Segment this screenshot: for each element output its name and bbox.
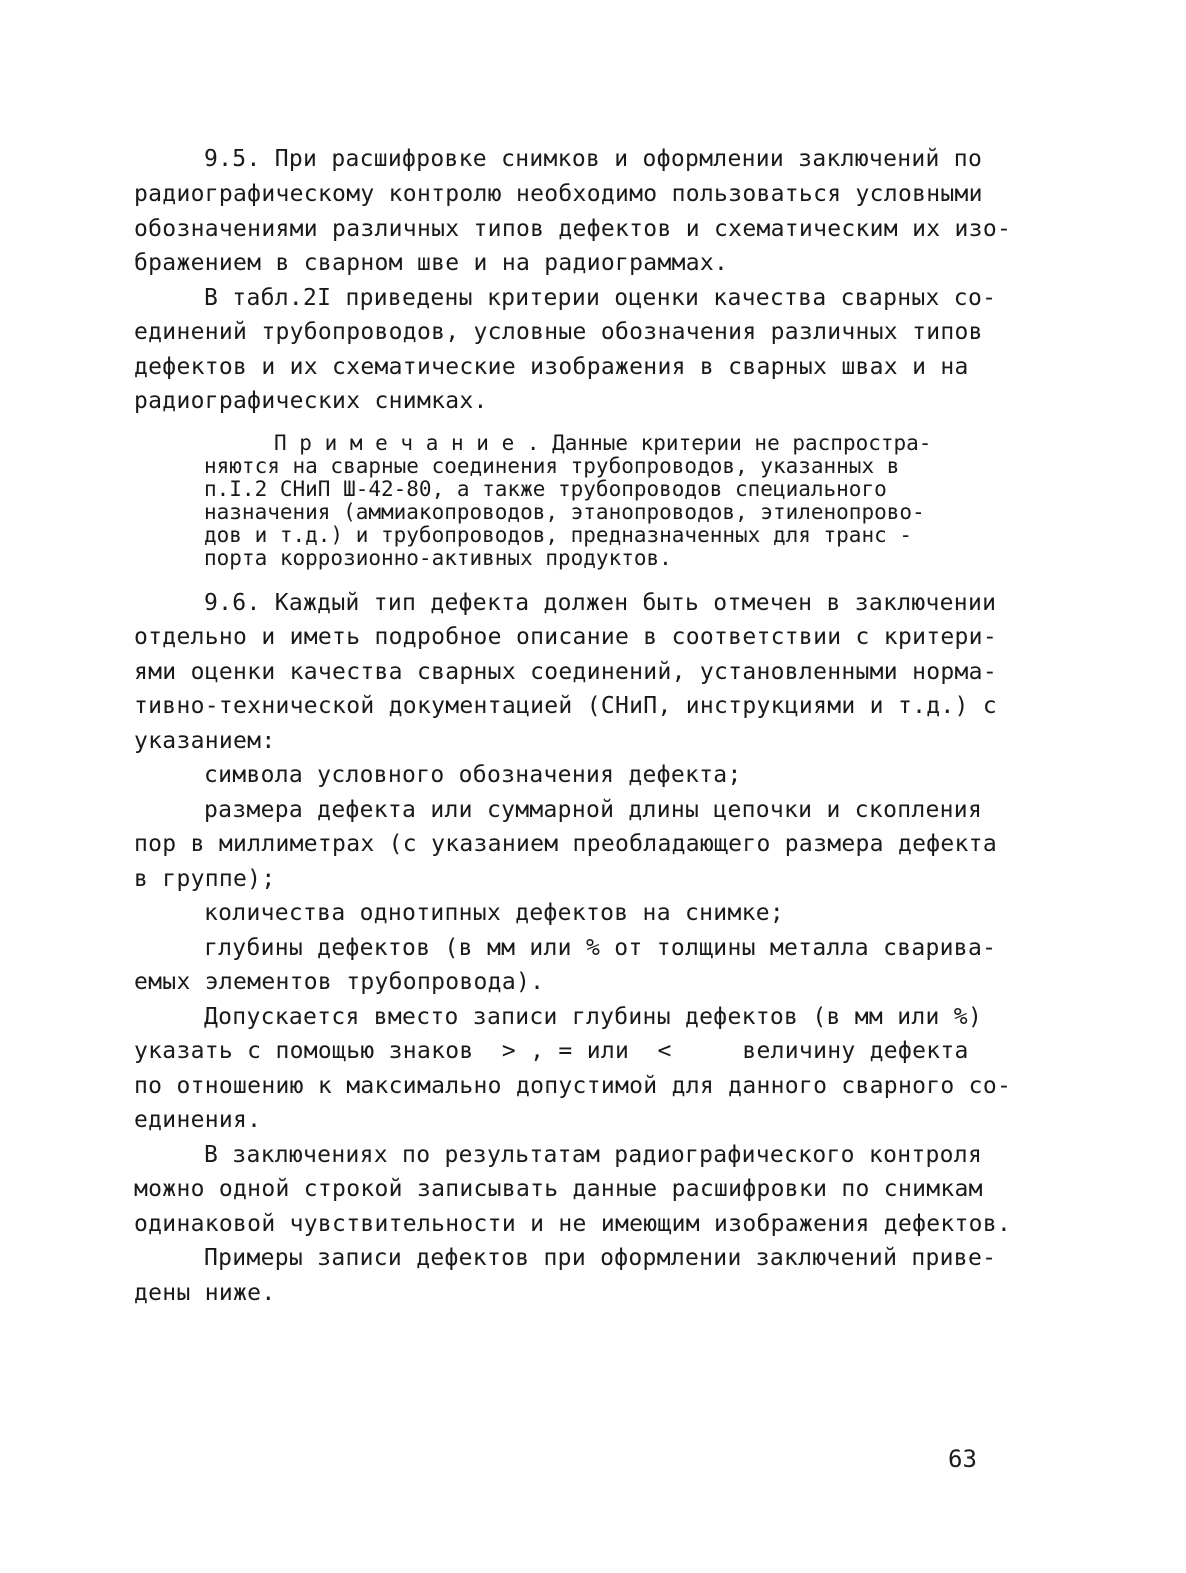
text-line: бражением в сварном шве и на радиограммах. <box>134 250 729 276</box>
text-line: радиографических снимках. <box>134 388 488 414</box>
text-line: единений трубопроводов, условные обозначения различных типов <box>134 319 983 345</box>
text-line: по отношению к максимально допустимой для данного сварного со- <box>134 1073 1012 1099</box>
text-line: обозначениями различных типов дефектов и схематическим их изо- <box>134 216 1012 242</box>
note-line: порта коррозионно-активных продуктов. <box>204 546 672 570</box>
page-number: 63 <box>948 1445 977 1473</box>
note-line: назначения (аммиакопроводов, этанопроводов, этиленопрово- <box>204 500 925 524</box>
text-line: 9.6. Каждый тип дефекта должен быть отмечен в заключении <box>204 590 997 616</box>
text-line: В табл.2I приведены критерии оценки качества сварных со- <box>204 285 997 311</box>
text-line: радиографическому контролю необходимо пользоваться условными <box>134 181 983 207</box>
text-line: символа условного обозначения дефекта; <box>204 762 742 788</box>
note-line: П р и м е ч а н и е . Данные критерии не распростра- <box>274 431 932 455</box>
text-line: одинаковой чувствительности и не имеющим изображения дефектов. <box>134 1211 1012 1237</box>
text-line: тивно-технической документацией (СНиП, инструкциями и т.д.) с <box>134 693 997 719</box>
text-line: количества однотипных дефектов на снимке; <box>204 900 785 926</box>
text-line: емых элементов трубопровода). <box>134 969 545 995</box>
note-line: дов и т.д.) и трубопроводов, предназначенных для транс - <box>204 523 913 547</box>
text-line: ями оценки качества сварных соединений, установленными норма- <box>134 659 997 685</box>
text-line: В заключениях по результатам радиографического контроля <box>204 1142 983 1168</box>
text-line: указанием: <box>134 728 276 754</box>
note-line: няются на сварные соединения трубопроводов, указанных в <box>204 454 900 478</box>
text-line: отдельно и иметь подробное описание в соответствии с критери- <box>134 624 997 650</box>
text-line: можно одной строкой записывать данные расшифровки по снимкам <box>134 1176 983 1202</box>
text-line: Примеры записи дефектов при оформлении заключений приве- <box>204 1245 997 1271</box>
text-line: размера дефекта или суммарной длины цепочки и скопления <box>204 797 983 823</box>
text-line: Допускается вместо записи глубины дефектов (в мм или %) <box>204 1004 983 1030</box>
text-line: в группе); <box>134 866 276 892</box>
text-line: указать с помощью знаков > , = или < величину дефекта <box>134 1038 969 1064</box>
text-line: глубины дефектов (в мм или % от толщины металла сварива- <box>204 935 997 961</box>
text-line: единения. <box>134 1107 262 1133</box>
text-line: дефектов и их схематические изображения в сварных швах и на <box>134 354 969 380</box>
text-line: дены ниже. <box>134 1280 276 1306</box>
text-line: пор в миллиметрах (с указанием преобладающего размера дефекта <box>134 831 997 857</box>
note-line: п.I.2 СНиП Ш-42-80, а также трубопроводов специального <box>204 477 887 501</box>
text-line: 9.5. При расшифровке снимков и оформлении заключений по <box>204 146 983 172</box>
